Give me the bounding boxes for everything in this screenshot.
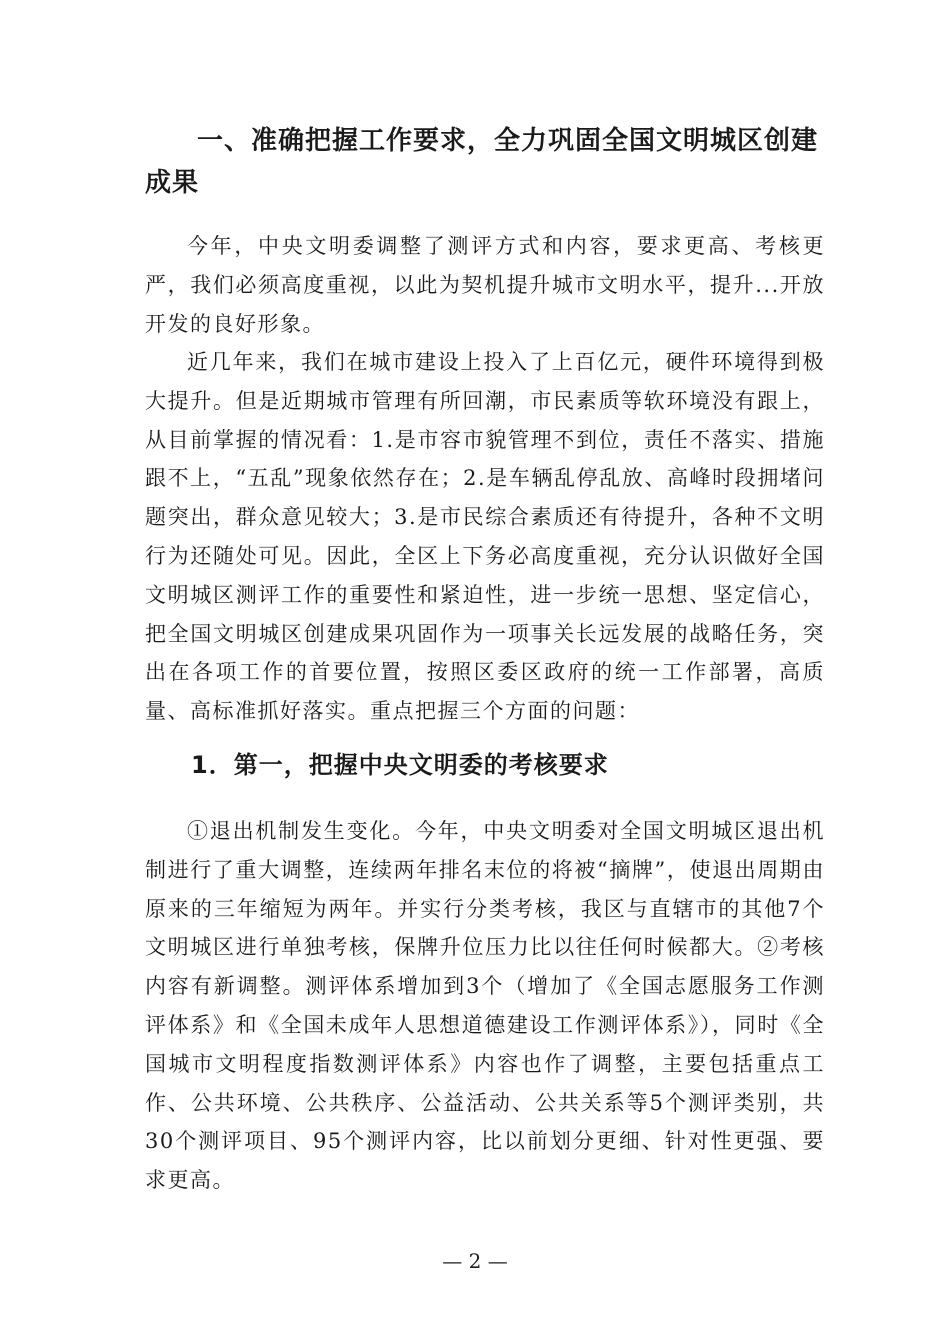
page-number: — 2 —: [442, 1249, 508, 1273]
section-heading: 一、准确把握工作要求，全力巩固全国文明城区创建成果: [145, 126, 819, 198]
body-paragraph: 今年，中央文明委调整了测评方式和内容，要求更高、考核更严，我们必须高度重视，以此为契机提升城市文明水平，提升...开放开发的良好形象。: [145, 234, 825, 336]
body-paragraph: 近几年来，我们在城市建设上投入了上百亿元，硬件环境得到极大提升。但是近期城市管理有所回潮，市民素质等软环境没有跟上，从目前掌握的情况看：1.是市容市貌管理不到位，责任不落实、措施跟不上，“五乱”现象依然存在；2.是车辆乱停乱放、高峰时段拥堵问题突出，群众意见较大；3.是市民综合素质还有待提升，各种不文明行为还随处可见。因此，全区上下务必高度重视，充分认识做好全国文明城区测评工作的重要性和紧迫性，进一步统一思想、坚定信心，把全国文明城区创建成果巩固作为一项事关长远发展的战略任务，突出在各项工作的首要位置，按照区委区政府的统一工作部署，高质量、高标准抓好落实。重点把握三个方面的问题：: [145, 350, 825, 724]
body-paragraph: ①退出机制发生变化。今年，中央文明委对全国文明城区退出机制进行了重大调整，连续两年排名末位的将被“摘牌”，使退出周期由原来的三年缩短为两年。并实行分类考核，我区与直辖市的其他7个文明城区进行单独考核，保牌升位压力比以往任何时候都大。②考核内容有新调整。测评体系增加到3个（增加了《全国志愿服务工作测评体系》和《全国未成年人思想道德建设工作测评体系》），同时《全国城市文明程度指数测评体系》内容也作了调整，主要包括重点工作、公共环境、公共秩序、公益活动、公共关系等5个测评类别，共30个测评项目、95个测评内容，比以前划分更细、针对性更强、要求更高。: [145, 819, 825, 1193]
subsection-heading: 1．第一，把握中央文明委的考核要求: [191, 751, 609, 779]
